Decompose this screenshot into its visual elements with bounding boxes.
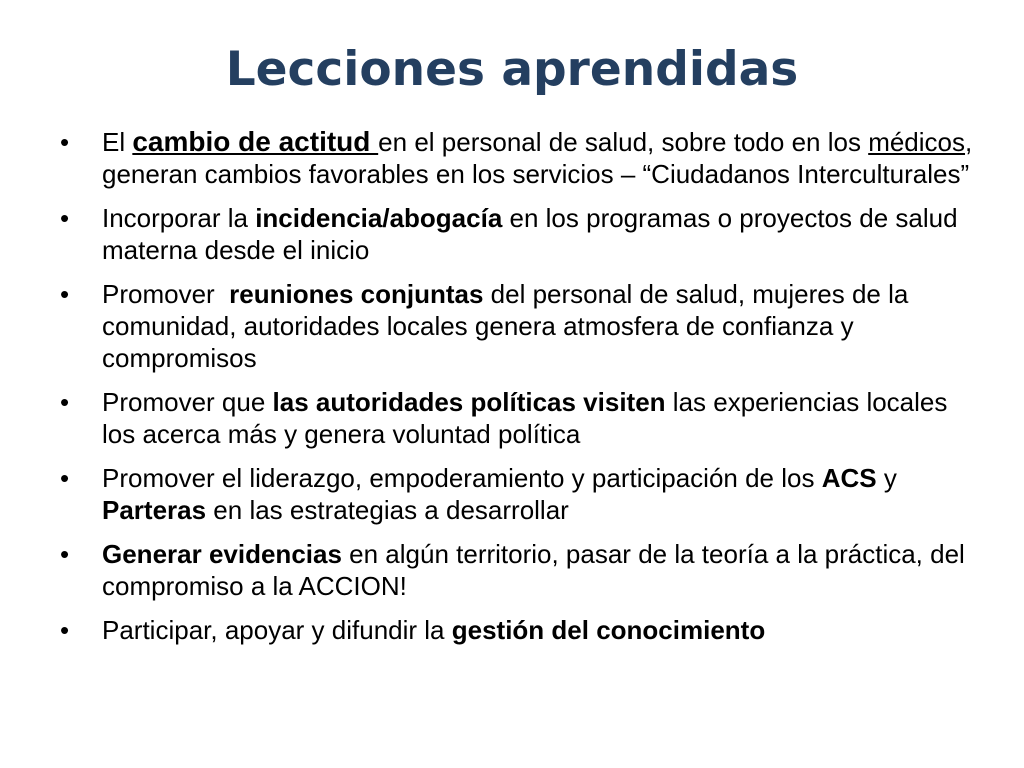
bullet-icon: •: [60, 279, 70, 309]
bullet-text: Promover: [102, 279, 230, 309]
slide-title: Lecciones aprendidas: [225, 42, 799, 97]
bullet-text-bold: Generar evidencias: [102, 539, 342, 569]
bullet-item: [60, 386, 980, 450]
bullet-icon: •: [60, 615, 70, 645]
bullet-item: [60, 126, 980, 190]
bullet-item: [60, 278, 980, 374]
bullet-text: Incorporar la: [102, 203, 256, 233]
bullet-icon: •: [60, 539, 70, 569]
bullet-text-bold: Parteras: [102, 495, 207, 525]
bullet-item: [60, 538, 980, 602]
bullet-text: en algún territorio, pasar de la teoría a la práctica, del compromiso a la ACCION!: [102, 539, 965, 601]
bullet-item: [60, 614, 980, 646]
bullet-text: , generan cambios favorables en los servicios – “Ciudadanos Interculturales”: [102, 127, 973, 189]
bullet-icon: •: [60, 463, 70, 493]
bullet-text: Promover el liderazgo, empoderamiento y participación de los: [102, 463, 822, 493]
bullet-text: en las estrategias a desarrollar: [206, 495, 569, 525]
bullet-icon: •: [60, 203, 70, 233]
bullet-text: en el personal de salud, sobre todo en los: [378, 127, 869, 157]
bullet-text-bold: reuniones conjuntas: [229, 279, 484, 309]
bullet-icon: •: [60, 127, 70, 157]
bullet-text-bold: ACS: [821, 463, 877, 493]
bullet-item: [60, 202, 980, 266]
bullet-text-underlined: médicos: [868, 127, 966, 157]
bullet-item: [60, 462, 980, 526]
bullet-text-bold: gestión del conocimiento: [451, 615, 766, 645]
bullet-icon: •: [60, 387, 70, 417]
bullet-text-emphasis: cambio de actitud: [132, 126, 379, 157]
bullet-text-bold: incidencia/abogacía: [255, 203, 503, 233]
bullet-list: [60, 126, 980, 658]
bullet-text: El: [102, 127, 133, 157]
bullet-text: las experiencias locales los acerca más y genera voluntad política: [102, 387, 948, 449]
bullet-text: Promover que: [102, 387, 273, 417]
bullet-text-bold: las autoridades políticas visiten: [272, 387, 666, 417]
bullet-text: en los programas o proyectos de salud materna desde el inicio: [102, 203, 958, 265]
bullet-text: Participar, apoyar y difundir la: [102, 615, 452, 645]
bullet-text: y: [876, 463, 897, 493]
bullet-text: del personal de salud, mujeres de la comunidad, autoridades locales genera atmosfera de confianza y compromisos: [102, 279, 909, 373]
